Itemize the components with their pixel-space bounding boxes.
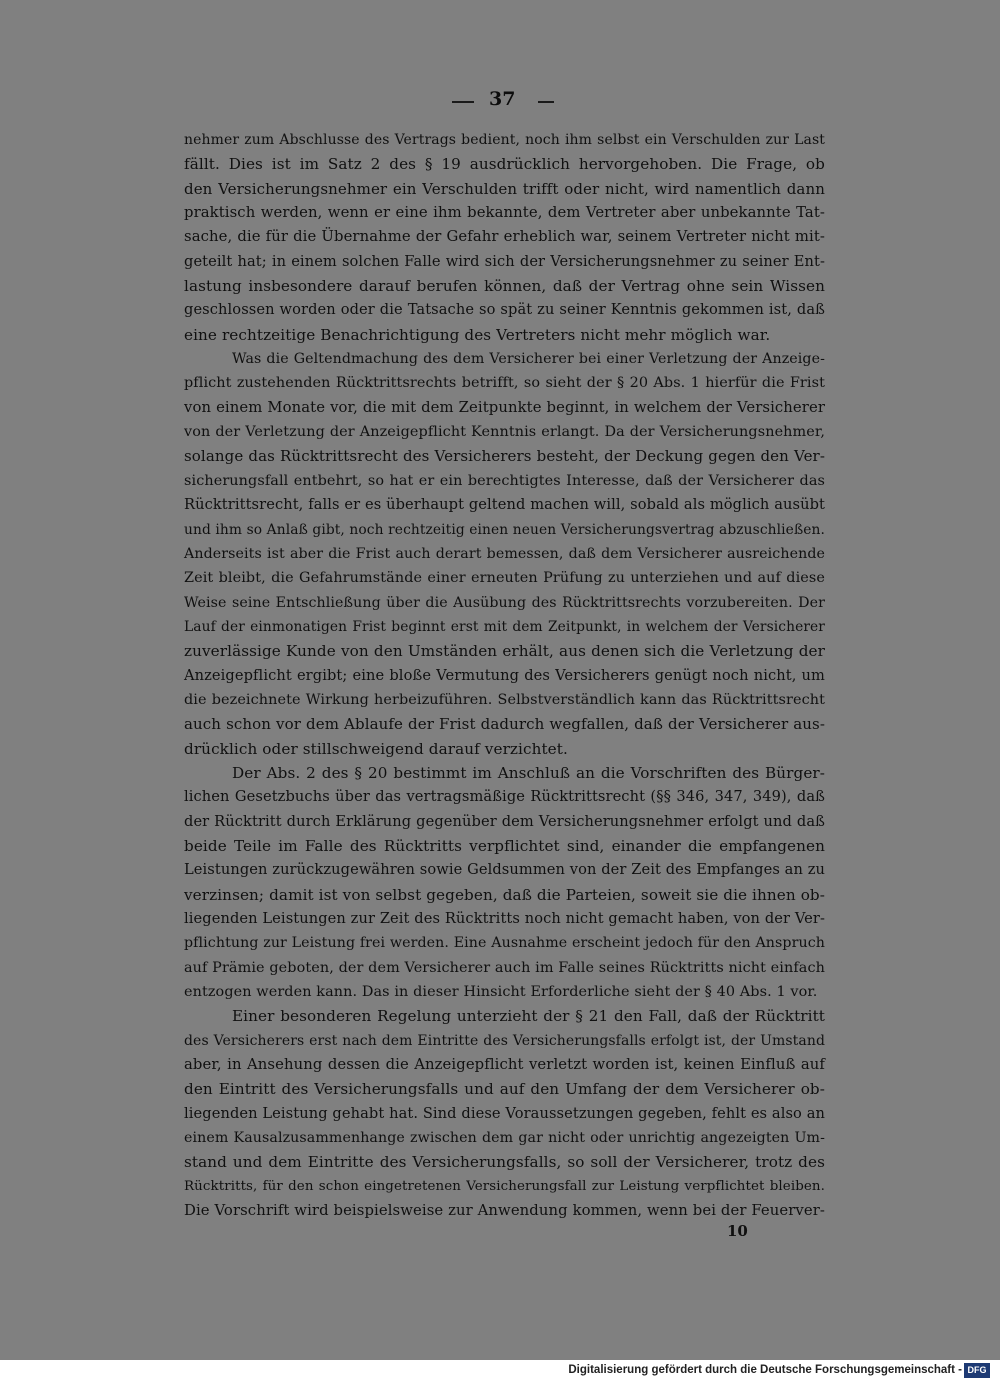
text-line: Die Vorschrift wird beispielsweise zur Anwendung kommen, wenn bei der Feuerver- (184, 1202, 825, 1220)
text-line: der Rücktritt durch Erklärung gegenüber dem Versicherungsnehmer erfolgt und daß (184, 812, 825, 830)
text-line: pflichtung zur Leistung frei werden. Eine Ausnahme erscheint jedoch für den Anspruch (184, 935, 825, 952)
header-dash-right (538, 101, 554, 103)
text-line: Rücktrittsrecht, falls er es überhaupt geltend machen will, sobald als möglich ausübt (184, 496, 825, 514)
body-text (184, 128, 825, 1223)
text-line: des Versicherers erst nach dem Eintritte des Versicherungsfalls erfolgt ist, der Umstand (184, 1032, 825, 1049)
text-line: sicherungsfall entbehrt, so hat er ein berechtigtes Interesse, daß der Versicherer das (184, 472, 825, 489)
text-line: auf Prämie geboten, der dem Versicherer auch im Falle seines Rücktritts nicht einfach (184, 959, 825, 976)
text-line: aber, in Ansehung dessen die Anzeigepflicht verletzt worden ist, keinen Einfluß auf (184, 1056, 825, 1074)
text-line: sache, die für die Übernahme der Gefahr erheblich war, seinem Vertreter nicht mit- (184, 228, 825, 246)
text-line: Leistungen zurückzugewähren sowie Geldsummen von der Zeit des Empfanges an zu (184, 861, 825, 879)
text-line: liegenden Leistungen zur Zeit des Rücktritts noch nicht gemacht haben, von der Ver- (184, 910, 825, 927)
text-line: pflicht zustehenden Rücktrittsrechts betrifft, so sieht der § 20 Abs. 1 hierfür die Frist (184, 375, 825, 392)
text-line: auch schon vor dem Ablaufe der Frist dadurch wegfallen, daß der Versicherer aus- (184, 715, 825, 734)
text-line: Anderseits ist aber die Frist auch derart bemessen, daß dem Versicherer ausreichende (184, 545, 825, 562)
text-line: Zeit bleibt, die Gefahrumstände einer erneuten Prüfung zu unterziehen und auf diese (184, 570, 825, 587)
text-line: entzogen werden kann. Das in dieser Hinsicht Erforderliche sieht der § 40 Abs. 1 vor. (184, 984, 818, 1001)
text-line: einem Kausalzusammenhange zwischen dem gar nicht oder unrichtig angezeigten Um- (184, 1130, 825, 1147)
page-number: 37 (489, 88, 516, 110)
funding-notice: Digitalisierung gefördert durch die Deutsche Forschungsgemeinschaft - (568, 1364, 962, 1376)
text-line: und ihm so Anlaß gibt, noch rechtzeitig einen neuen Versicherungsvertrag abzuschließen. (184, 521, 825, 538)
text-line: den Eintritt des Versicherungsfalls und auf den Umfang der dem Versicherer ob- (184, 1080, 825, 1099)
text-line: solange das Rücktrittsrecht des Versicherers besteht, der Deckung gegen den Ver- (184, 447, 825, 466)
text-line: eine rechtzeitige Benachrichtigung des Vertreters nicht mehr möglich war. (184, 325, 771, 344)
text-line: geteilt hat; in einem solchen Falle wird sich der Versicherungsnehmer zu seiner Ent- (184, 252, 825, 270)
text-line: den Versicherungsnehmer ein Verschulden trifft oder nicht, wird namentlich dann (184, 179, 825, 198)
text-line: lastung insbesondere darauf berufen können, daß der Vertrag ohne sein Wissen (184, 277, 825, 296)
text-line: praktisch werden, wenn er eine ihm bekannte, dem Vertreter aber unbekannte Tat- (184, 204, 825, 222)
page-header (0, 88, 1000, 118)
paragraph-first-line: Was die Geltendmachung des dem Versicherer bei einer Verletzung der Anzeige- (232, 351, 825, 368)
text-line: lichen Gesetzbuchs über das vertragsmäßige Rücktrittsrecht (§§ 346, 347, 349), daß (184, 788, 825, 806)
header-dash-left (452, 101, 474, 103)
text-line: beide Teile im Falle des Rücktritts verpflichtet sind, einander die empfangenen (184, 836, 825, 855)
text-line: Rücktritts, für den schon eingetretenen Versicherungsfall zur Leistung verpflichtet bleiben. (184, 1178, 825, 1194)
text-line: zuverlässige Kunde von den Umständen erhält, aus denen sich die Verletzung der (184, 642, 825, 661)
text-line: Lauf der einmonatigen Frist beginnt erst mit dem Zeitpunkt, in welchem der Versicherer (184, 618, 825, 635)
text-line: Weise seine Entschließung über die Ausübung des Rücktrittsrechts vorzubereiten. Der (184, 594, 825, 611)
signature-mark: 10 (727, 1222, 748, 1240)
text-line: fällt. Dies ist im Satz 2 des § 19 ausdrücklich hervorgehoben. Die Frage, ob (184, 155, 825, 174)
text-line: stand und dem Eintritte des Versicherungsfalls, so soll der Versicherer, trotz des (184, 1153, 825, 1172)
text-line: Anzeigepflicht ergibt; eine bloße Vermutung des Versicherers genügt noch nicht, um (184, 666, 825, 684)
text-line: drücklich oder stillschweigend darauf verzichtet. (184, 739, 568, 758)
footer-bar (0, 1360, 1000, 1383)
text-line: die bezeichnete Wirkung herbeizuführen. Selbstverständlich kann das Rücktrittsrecht (184, 691, 825, 708)
paragraph-first-line: Der Abs. 2 des § 20 bestimmt im Anschluß an die Vorschriften des Bürger- (232, 763, 825, 782)
text-line: verzinsen; damit ist von selbst gegeben, daß die Parteien, soweit sie die ihnen ob- (184, 885, 825, 904)
text-line: von der Verletzung der Anzeigepflicht Kenntnis erlangt. Da der Versicherungsnehmer, (184, 424, 825, 441)
text-line: von einem Monate vor, die mit dem Zeitpunkte beginnt, in welchem der Versicherer (184, 398, 825, 416)
text-line: nehmer zum Abschlusse des Vertrags bedient, noch ihm selbst ein Verschulden zur Last (184, 132, 825, 148)
text-line: geschlossen worden oder die Tatsache so spät zu seiner Kenntnis gekommen ist, daß (184, 301, 825, 319)
dfg-logo: DFG (964, 1363, 990, 1378)
paragraph-first-line: Einer besonderen Regelung unterzieht der § 21 den Fall, daß der Rücktritt (232, 1007, 825, 1026)
text-line: liegenden Leistung gehabt hat. Sind diese Voraussetzungen gegeben, fehlt es also an (184, 1104, 825, 1122)
